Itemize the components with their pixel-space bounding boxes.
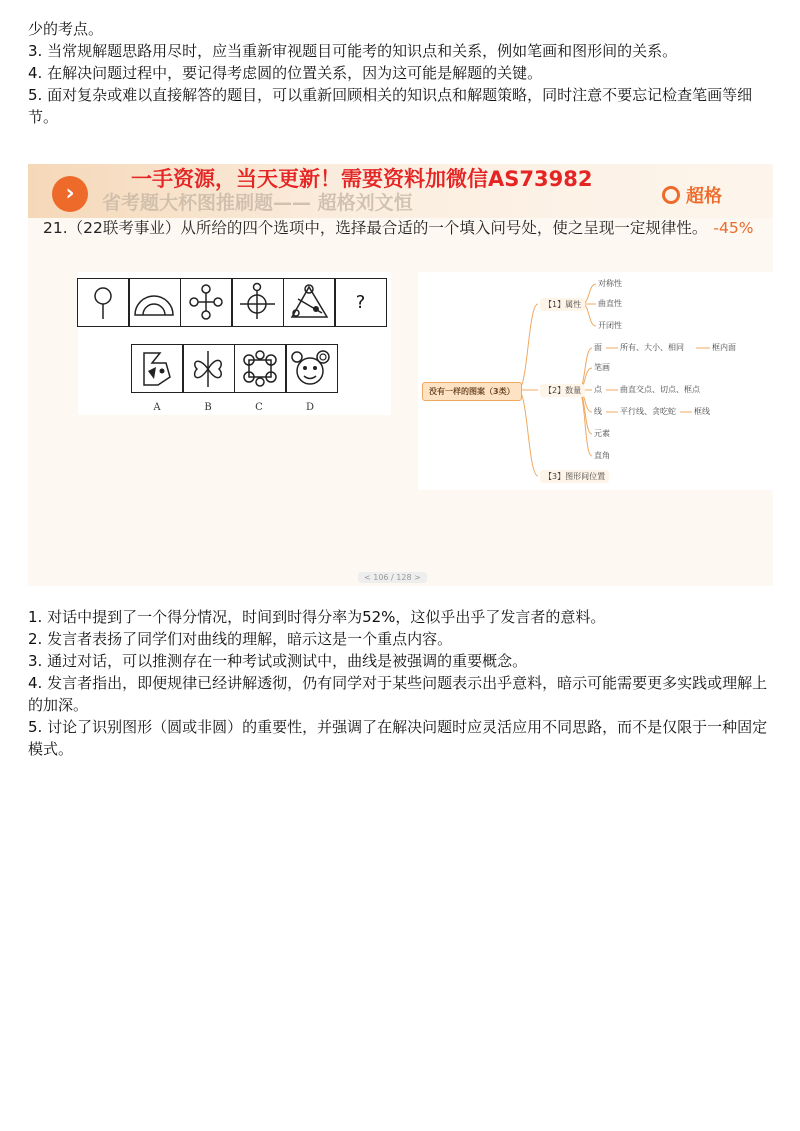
mind-map-count-item: 线 (594, 407, 602, 416)
mind-map-position: 【3】图形间位置 (540, 470, 609, 483)
puzzle-cell (231, 278, 284, 327)
mind-map-count-item: 面 (594, 343, 602, 352)
puzzle-cell (283, 278, 336, 327)
option-b[interactable] (182, 344, 235, 393)
mind-map-attr-item: 曲直性 (598, 299, 622, 308)
puzzle-cell-answer: ? (334, 278, 387, 327)
mind-map-detail: 所有、大小、相同 (620, 343, 684, 352)
paragraph: 1. 对话中提到了一个得分情况，时间到时得分率为52%，这似乎出乎了发言者的意料。 (28, 608, 606, 626)
paragraph: 3. 通过对话，可以推测存在一种考试或测试中，曲线是被强调的重要概念。 (28, 652, 528, 670)
mind-map-attr-item: 对称性 (598, 279, 622, 288)
paragraph: 少的考点。 (28, 20, 104, 38)
mind-map-root: 没有一样的图案（3类） (422, 382, 522, 401)
option-label-d: D (305, 402, 315, 413)
paragraph: 5. 讨论了识别图形（圆或非圆）的重要性，并强调了在解决问题时应灵活应用不同思路，而不是仅限于一种固定模式。 (28, 718, 768, 758)
top-text-block (28, 18, 768, 128)
paragraph: 4. 发言者指出，即便规律已经讲解透彻，仍有同学对于某些问题表示出乎意料，暗示可能需要更多实践或理解上的加深。 (28, 674, 768, 714)
mind-map-detail: 曲直交点、切点、框点 (620, 385, 700, 394)
mind-map-detail: 框线 (694, 407, 710, 416)
puzzle-cell (77, 278, 130, 327)
option-c[interactable] (234, 344, 287, 393)
brand-name: 超格 (686, 186, 722, 207)
option-d[interactable] (285, 344, 338, 393)
mind-map-count: 【2】数量 (540, 384, 585, 397)
options-row (132, 344, 338, 393)
mind-map (418, 272, 773, 490)
option-label-a: A (153, 402, 161, 413)
puzzle-figure (78, 272, 391, 415)
mind-map-attr: 【1】属性 (540, 298, 585, 311)
paragraph: 3. 当常规解题思路用尽时，应当重新审视题目可能考的知识点和关系，例如笔画和图形间的关系。 (28, 42, 678, 60)
option-a[interactable] (131, 344, 184, 393)
correct-rate: -45% (713, 219, 754, 237)
question-stem: 21.（22联考事业）从所给的四个选项中，选择最合适的一个填入问号处，使之呈现一定规律性。 (43, 219, 708, 237)
mind-map-count-item: 元素 (594, 429, 610, 438)
puzzle-cell (180, 278, 233, 327)
mind-map-count-item: 点 (594, 385, 602, 394)
chevron-right-icon: › (52, 176, 88, 212)
embedded-slide-screenshot (28, 164, 773, 586)
slide-pager[interactable]: < 106 / 128 > (358, 572, 427, 583)
ad-text: 一手资源，当天更新！需要资料加微信AS73982 (131, 167, 593, 191)
paragraph: 4. 在解决问题过程中，要记得考虑圆的位置关系，因为这可能是解题的关键。 (28, 64, 543, 82)
paragraph: 5. 面对复杂或难以直接解答的题目，可以重新回顾相关的知识点和解题策略，同时注意不要忘记检查笔画等细节。 (28, 86, 753, 126)
question-row (78, 278, 387, 327)
brand-g-icon (662, 186, 680, 204)
option-label-b: B (204, 402, 212, 413)
mind-map-count-item: 直角 (594, 451, 610, 460)
bottom-text-block (28, 606, 768, 760)
mind-map-detail: 平行线、贪吃蛇 (620, 407, 676, 416)
mind-map-attr-item: 开闭性 (598, 321, 622, 330)
paragraph: 2. 发言者表扬了同学们对曲线的理解，暗示这是一个重点内容。 (28, 630, 453, 648)
mind-map-detail: 框内面 (712, 343, 736, 352)
mind-map-count-item: 笔画 (594, 363, 610, 372)
question-text (43, 216, 753, 238)
watermark-title: 省考题大杯图推刷题—— 超格刘文恒 (102, 192, 413, 214)
puzzle-cell (128, 278, 181, 327)
option-label-c: C (255, 402, 263, 413)
brand-logo (662, 182, 722, 208)
